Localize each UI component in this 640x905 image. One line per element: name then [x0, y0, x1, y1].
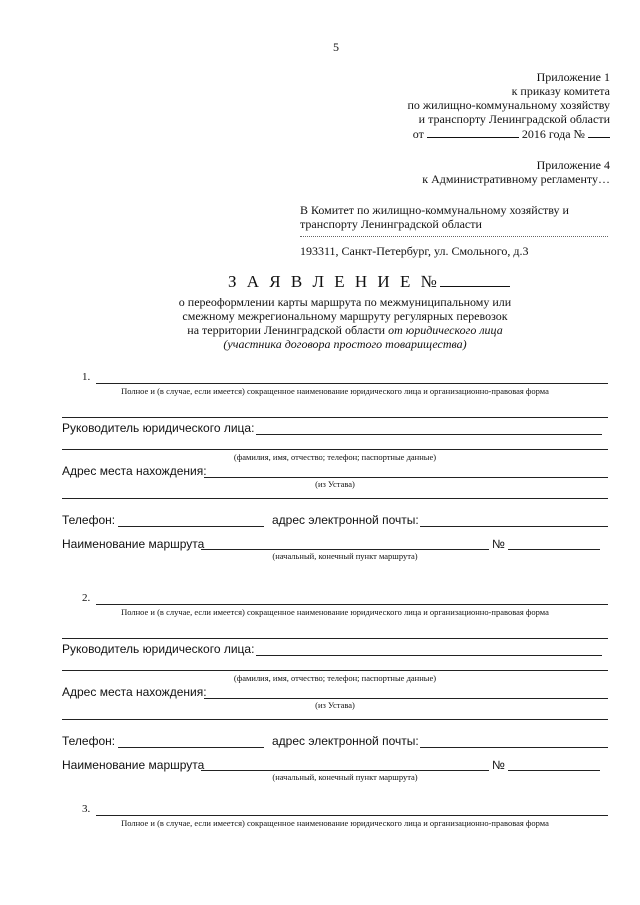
route-number-label: № [492, 537, 505, 551]
head-field-line2[interactable] [62, 449, 608, 450]
org-name-field[interactable] [96, 815, 608, 816]
org-name-field[interactable] [96, 383, 608, 384]
subtitle-line3-italic: от юридического лица [388, 323, 503, 337]
subtitle-line3-plain: на территории Ленинградской области [187, 323, 386, 337]
route-name-field[interactable] [201, 549, 489, 550]
appendix-1-block [310, 70, 610, 141]
section-number: 3. [82, 803, 91, 815]
phone-field[interactable] [118, 526, 264, 527]
route-number-field[interactable] [508, 770, 600, 771]
subtitle-line4: (участника договора простого товарищества) [223, 337, 467, 351]
addressee-line2: транспорту Ленинградской области [300, 217, 482, 231]
head-field[interactable] [256, 655, 602, 656]
address-field-line2[interactable] [62, 498, 608, 499]
application-title-row [228, 272, 510, 292]
date-suffix: 2016 года № [521, 127, 585, 141]
section-number: 2. [82, 592, 91, 604]
address-label: Адрес места нахождения: [62, 685, 207, 699]
phone-label: Телефон: [62, 513, 116, 527]
appendix-1-title: Приложение 1 [536, 70, 610, 84]
phone-label: Телефон: [62, 734, 116, 748]
appendix-1-line3: по жилищно-коммунальному хозяйству [407, 98, 610, 112]
email-label: адрес электронной почты: [272, 513, 419, 527]
route-number-label: № [492, 758, 505, 772]
route-label: Наименование маршрута [62, 758, 205, 772]
route-caption: (начальный, конечный пункт маршрута) [272, 772, 418, 782]
subtitle-line2: смежному межрегиональному маршруту регулярных перевозок [182, 309, 508, 323]
appendix-1-line4: и транспорту Ленинградской области [418, 112, 610, 126]
head-caption: (фамилия, имя, отчество; телефон; паспортные данные) [233, 673, 437, 683]
address-field-line2[interactable] [62, 719, 608, 720]
head-caption: (фамилия, имя, отчество; телефон; паспортные данные) [233, 452, 437, 462]
head-field-line2[interactable] [62, 670, 608, 671]
appendix-1-line2: к приказу комитета [511, 84, 610, 98]
email-field[interactable] [420, 526, 608, 527]
subtitle-line1: о переоформлении карты маршрута по межмуниципальному или [178, 295, 512, 309]
address-caption: (из Устава) [315, 479, 355, 489]
head-label: Руководитель юридического лица: [62, 642, 255, 656]
phone-field[interactable] [118, 747, 264, 748]
org-name-field-line2[interactable] [62, 638, 608, 639]
appendix-4-line2: к Административному регламенту… [422, 172, 610, 186]
head-field[interactable] [256, 434, 602, 435]
org-name-caption: Полное и (в случае, если имеется) сокращенное наименование юридического лица и организационно-правовая форма [121, 607, 549, 617]
email-label: адрес электронной почты: [272, 734, 419, 748]
address-caption: (из Устава) [315, 700, 355, 710]
application-subtitle [100, 295, 590, 351]
addressee-address: 193311, Санкт-Петербург, ул. Смольного, д.3 [300, 244, 529, 258]
org-name-caption: Полное и (в случае, если имеется) сокращенное наименование юридического лица и организационно-правовая форма [121, 818, 549, 828]
date-prefix: от [412, 127, 424, 141]
org-name-caption: Полное и (в случае, если имеется) сокращенное наименование юридического лица и организационно-правовая форма [121, 386, 549, 396]
appendix-4-block [310, 158, 610, 186]
org-name-field[interactable] [96, 604, 608, 605]
section-number: 1. [82, 371, 91, 383]
page-number: 5 [333, 40, 339, 54]
subtitle-line3 [100, 323, 590, 337]
addressee-line1: В Комитет по жилищно-коммунальному хозяйству и [300, 203, 569, 217]
address-label: Адрес места нахождения: [62, 464, 207, 478]
route-caption: (начальный, конечный пункт маршрута) [272, 551, 418, 561]
email-field[interactable] [420, 747, 608, 748]
addressee-block [300, 203, 610, 231]
address-field[interactable] [204, 698, 608, 699]
org-name-field-line2[interactable] [62, 417, 608, 418]
date-field[interactable] [427, 126, 519, 138]
appendix-1-date-line [310, 126, 610, 141]
route-number-field[interactable] [508, 549, 600, 550]
order-number-field[interactable] [588, 126, 610, 138]
head-label: Руководитель юридического лица: [62, 421, 255, 435]
appendix-4-title: Приложение 4 [536, 158, 610, 172]
route-label: Наименование маршрута [62, 537, 205, 551]
application-title: З А Я В Л Е Н И Е № [228, 272, 440, 291]
route-name-field[interactable] [201, 770, 489, 771]
address-field[interactable] [204, 477, 608, 478]
application-number-field[interactable] [440, 274, 510, 287]
addressee-separator [300, 236, 608, 237]
